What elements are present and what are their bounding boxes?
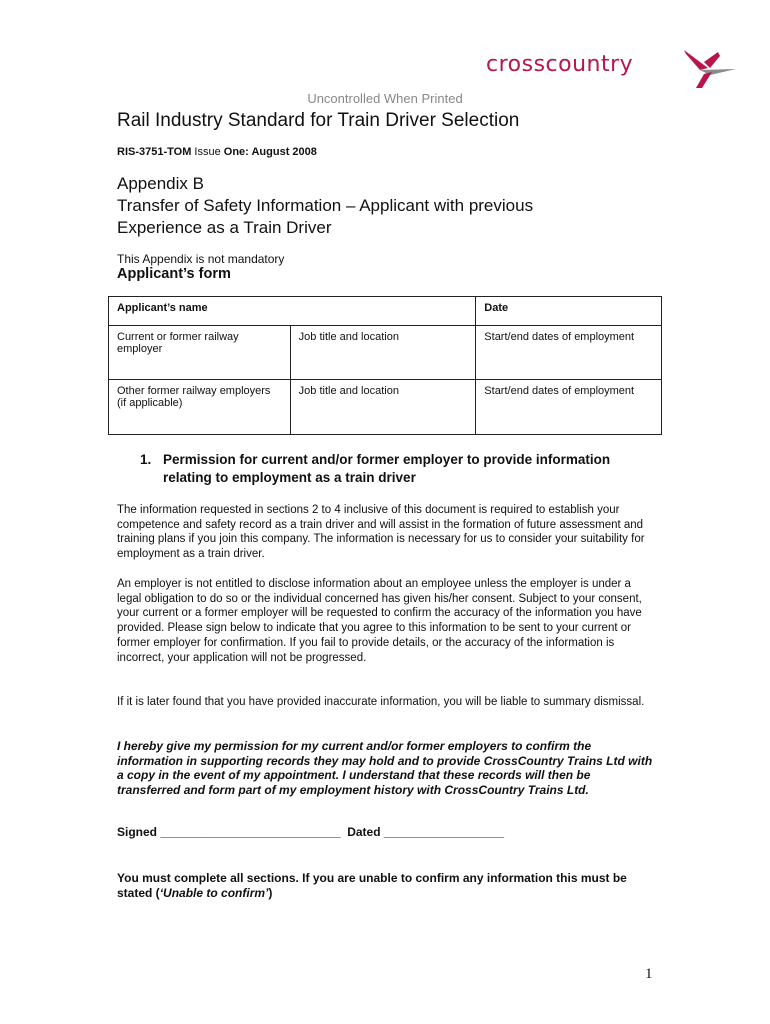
completion-text: You must complete all sections. If you are unable to confirm any information this must be stated ( <box>117 871 627 900</box>
ref-edition: One: August 2008 <box>223 146 317 158</box>
other-employers-cell[interactable]: Other former railway employers (if applicable) <box>109 380 291 435</box>
logo-arrow-mark <box>682 48 738 90</box>
date-cell[interactable]: Date <box>476 297 662 326</box>
signature-line[interactable]: Signed ___________________________ Dated __________________ <box>117 825 504 839</box>
consent-statement: I hereby give my permission for my current and/or former employers to confirm the information in supporting records they may hold and to provide CrossCountry Trains Ltd with a copy in the event of my appointment. I understand that these records will then be transferred and form part of my employment history with CrossCountry Trains Ltd. <box>117 739 653 797</box>
applicant-table <box>108 296 662 435</box>
not-mandatory-note: This Appendix is not mandatory <box>117 252 285 266</box>
section-number: 1. <box>140 452 152 467</box>
current-employer-cell[interactable]: Current or former railway employer <box>109 326 291 380</box>
paragraph-purpose: The information requested in sections 2 to 4 inclusive of this document is required to establish your competence and safety record as a train driver and will assist in the formation of future assessment and training plans if you join this company. The information is necessary for us to consider your suitability for employment as a train driver. <box>117 504 645 561</box>
appendix-title-line2: Experience as a Train Driver <box>117 218 332 237</box>
dates-cell[interactable]: Start/end dates of employment <box>476 380 662 435</box>
completion-quote: ‘Unable to confirm’ <box>159 886 269 900</box>
appendix-heading <box>117 173 533 239</box>
paragraph-consent-info: An employer is not entitled to disclose information about an employee unless the employer is under a legal obligation to do so or the individual concerned has given his/her consent. Subject to your consent, your current or a former employer will be requested to confirm the accuracy of the information you have provided. Please sign below to indicate that you agree to this information to be sent to your current or former employer for confirmation. If you fail to provide details, or the accuracy of the information is incorrect, your application will not be progressed. <box>117 578 642 664</box>
section-heading <box>140 451 660 487</box>
document-reference <box>117 146 317 158</box>
form-heading: Applicant’s form <box>117 266 231 282</box>
ref-issue-label: Issue <box>191 146 224 158</box>
applicant-name-cell[interactable]: Applicant’s name <box>109 297 476 326</box>
completion-instruction <box>117 871 662 901</box>
table-row <box>109 326 662 380</box>
crosscountry-logo <box>486 48 738 90</box>
job-title-cell[interactable]: Job title and location <box>290 326 476 380</box>
uncontrolled-notice: Uncontrolled When Printed <box>307 91 463 106</box>
dates-cell[interactable]: Start/end dates of employment <box>476 326 662 380</box>
table-row <box>109 380 662 435</box>
table-row <box>109 297 662 326</box>
ref-code: RIS-3751-TOM <box>117 146 192 158</box>
page-number: 1 <box>645 966 653 982</box>
logo-wordmark: crosscountry <box>486 52 634 77</box>
job-title-cell[interactable]: Job title and location <box>290 380 476 435</box>
appendix-label: Appendix B <box>117 174 204 193</box>
appendix-title-line1: Transfer of Safety Information – Applicant with previous <box>117 196 534 215</box>
section-title: Permission for current and/or former employer to provide information relating to employment as a train driver <box>163 452 611 485</box>
document-title: Rail Industry Standard for Train Driver Selection <box>117 110 520 131</box>
completion-end: ) <box>268 886 273 900</box>
paragraph-dismissal: If it is later found that you have provided inaccurate information, you will be liable to summary dismissal. <box>117 696 645 708</box>
